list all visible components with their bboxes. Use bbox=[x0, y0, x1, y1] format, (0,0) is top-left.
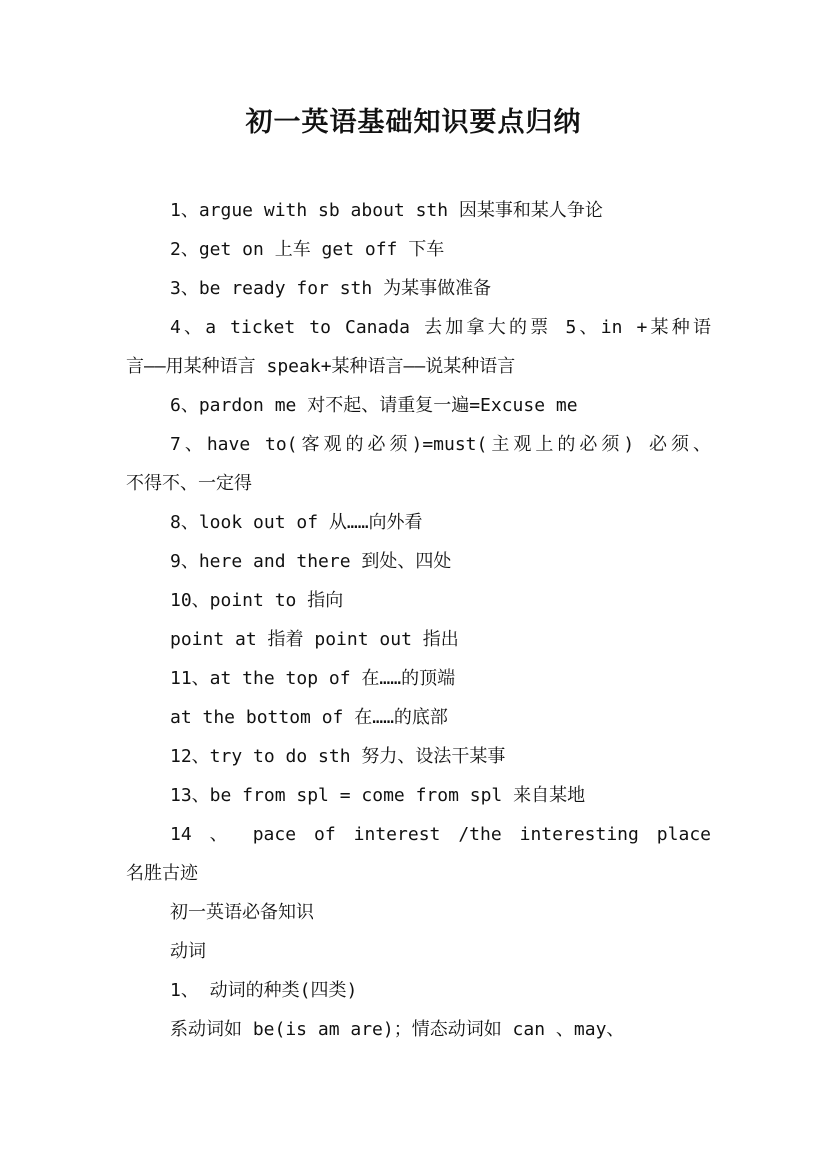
text-line: 1、argue with sb about sth 因某事和某人争论 bbox=[170, 200, 603, 221]
text-line: 系动词如 be(is am are)；情态动词如 can 、may、 bbox=[170, 1019, 625, 1040]
document-body bbox=[126, 191, 711, 1049]
text-line: 动词 bbox=[170, 941, 206, 962]
text-line: 7、have to(客观的必须)=must(主观上的必须) 必须、 bbox=[170, 434, 711, 455]
text-line: 13、be from spl = come from spl 来自某地 bbox=[170, 785, 586, 806]
text-line: 12、try to do sth 努力、设法干某事 bbox=[170, 746, 506, 767]
text-line: 名胜古迹 bbox=[126, 863, 198, 884]
text-line: 言——用某种语言 speak+某种语言——说某种语言 bbox=[126, 356, 516, 377]
text-line: at the bottom of 在……的底部 bbox=[170, 707, 448, 728]
text-line: 3、be ready for sth 为某事做准备 bbox=[170, 278, 492, 299]
text-line: 初一英语必备知识 bbox=[170, 902, 314, 923]
text-line: point at 指着 point out 指出 bbox=[170, 629, 459, 650]
text-line: 9、here and there 到处、四处 bbox=[170, 551, 452, 572]
text-line: 14 、 pace of interest /the interesting place bbox=[170, 824, 711, 845]
text-line: 2、get on 上车 get off 下车 bbox=[170, 239, 445, 260]
text-line: 1、 动词的种类(四类) bbox=[170, 980, 358, 1001]
document-title: 初一英语基础知识要点归纳 bbox=[245, 107, 582, 138]
text-line: 11、at the top of 在……的顶端 bbox=[170, 668, 456, 689]
text-line: 不得不、一定得 bbox=[126, 473, 252, 494]
text-line: 6、pardon me 对不起、请重复一遍=Excuse me bbox=[170, 395, 578, 416]
text-line: 4、a ticket to Canada 去加拿大的票 5、in +某种语 bbox=[170, 317, 711, 338]
text-line: 10、point to 指向 bbox=[170, 590, 344, 611]
text-line: 8、look out of 从……向外看 bbox=[170, 512, 423, 533]
